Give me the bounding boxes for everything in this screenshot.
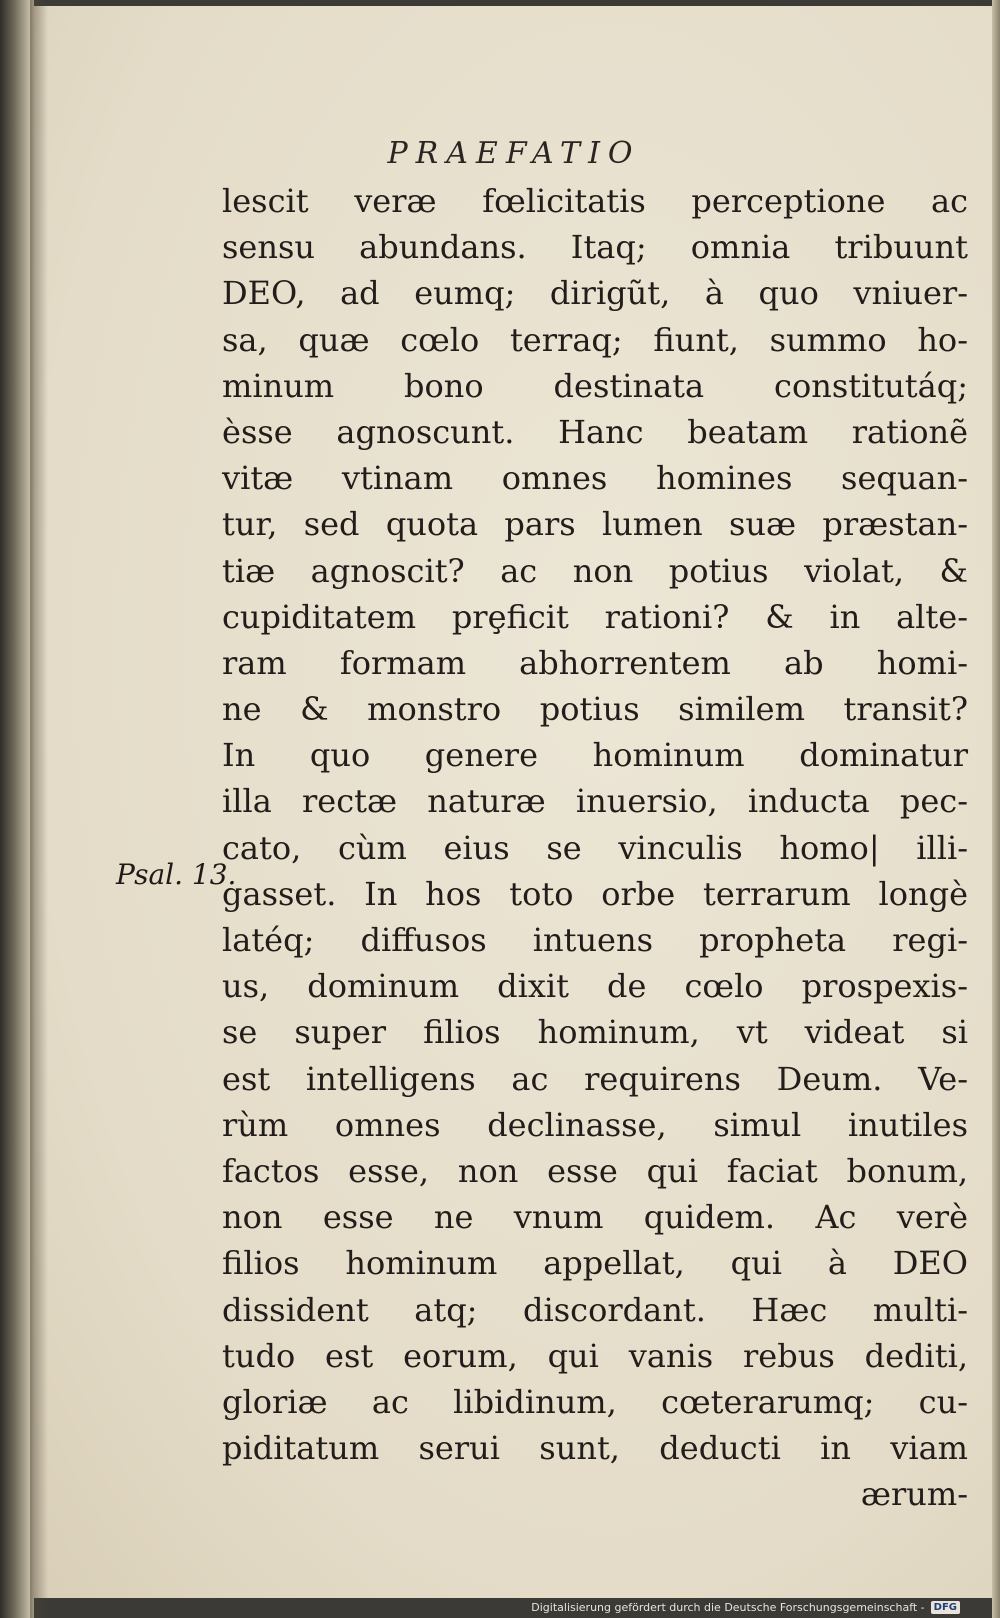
text-line: tur, sed quota pars lumen suæ præstan- <box>222 505 968 544</box>
digitization-footer <box>531 1596 960 1618</box>
running-header: PRAEFATIO <box>387 136 641 171</box>
text-line: In quo genere hominum dominatur <box>222 736 968 775</box>
text-line: gloriæ ac libidinum, cœterarumq; cu- <box>222 1382 968 1421</box>
text-line: èsse agnoscunt. Hanc beatam rationẽ <box>222 412 968 451</box>
catchword: ærum- <box>860 1475 968 1514</box>
text-line: lescit veræ fœlicitatis perceptione ac <box>222 182 968 220</box>
text-line: minum bono destinata constitutáq; <box>222 366 968 405</box>
book-spine <box>0 0 34 1618</box>
text-line: us, dominum dixit de cœlo prospexis- <box>222 967 968 1006</box>
text-line: illa rectæ naturæ inuersio, inducta pec- <box>222 782 968 821</box>
text-line: ram formam abhorrentem ab homi- <box>222 643 968 682</box>
text-line: dissident atq; discordant. Hæc multi- <box>222 1290 968 1329</box>
dfg-logo: DFG <box>931 1601 960 1614</box>
text-line: sensu abundans. Itaq; omnia tribuunt <box>222 228 968 267</box>
page-fold-shadow <box>30 0 48 1618</box>
marginal-note: Psal. 13. <box>116 858 237 891</box>
text-line: sa, quæ cœlo terraq; fiunt, summo ho- <box>222 320 968 359</box>
text-line: filios hominum appellat, qui à DEO <box>222 1244 968 1283</box>
footer-text: Digitalisierung gefördert durch die Deutsche Forschungsgemeinschaft - <box>531 1600 925 1614</box>
page-leaf <box>34 6 994 1598</box>
text-line: gasset. In hos toto orbe terrarum longè <box>222 874 968 913</box>
page-edge <box>992 0 1000 1618</box>
text-line: rùm omnes declinasse, simul inutiles <box>222 1105 968 1144</box>
text-line: tudo est eorum, qui vanis rebus dediti, <box>222 1336 968 1375</box>
text-line: ne & monstro potius similem transit? <box>222 690 968 729</box>
text-line: factos esse, non esse qui faciat bonum, <box>222 1151 968 1190</box>
text-line: se super filios hominum, vt videat si <box>222 1013 968 1052</box>
text-line: est intelligens ac requirens Deum. Ve- <box>222 1059 968 1098</box>
text-line: cupiditatem prȩficit rationi? & in alte- <box>222 597 968 636</box>
body-text <box>222 178 968 1517</box>
text-line: cato, cùm eius se vinculis homo| illi- <box>222 828 968 867</box>
text-line: non esse ne vnum quidem. Ac verè <box>222 1198 968 1237</box>
text-line: DEO, ad eumq; dirigũt, à quo vniuer- <box>222 274 968 313</box>
text-line: piditatum serui sunt, deducti in viam <box>222 1429 968 1468</box>
text-line: latéq; diffusos intuens propheta regi- <box>222 921 968 959</box>
text-line: vitæ vtinam omnes homines sequan- <box>222 459 968 498</box>
text-line: tiæ agnoscit? ac non potius violat, & <box>222 551 968 590</box>
